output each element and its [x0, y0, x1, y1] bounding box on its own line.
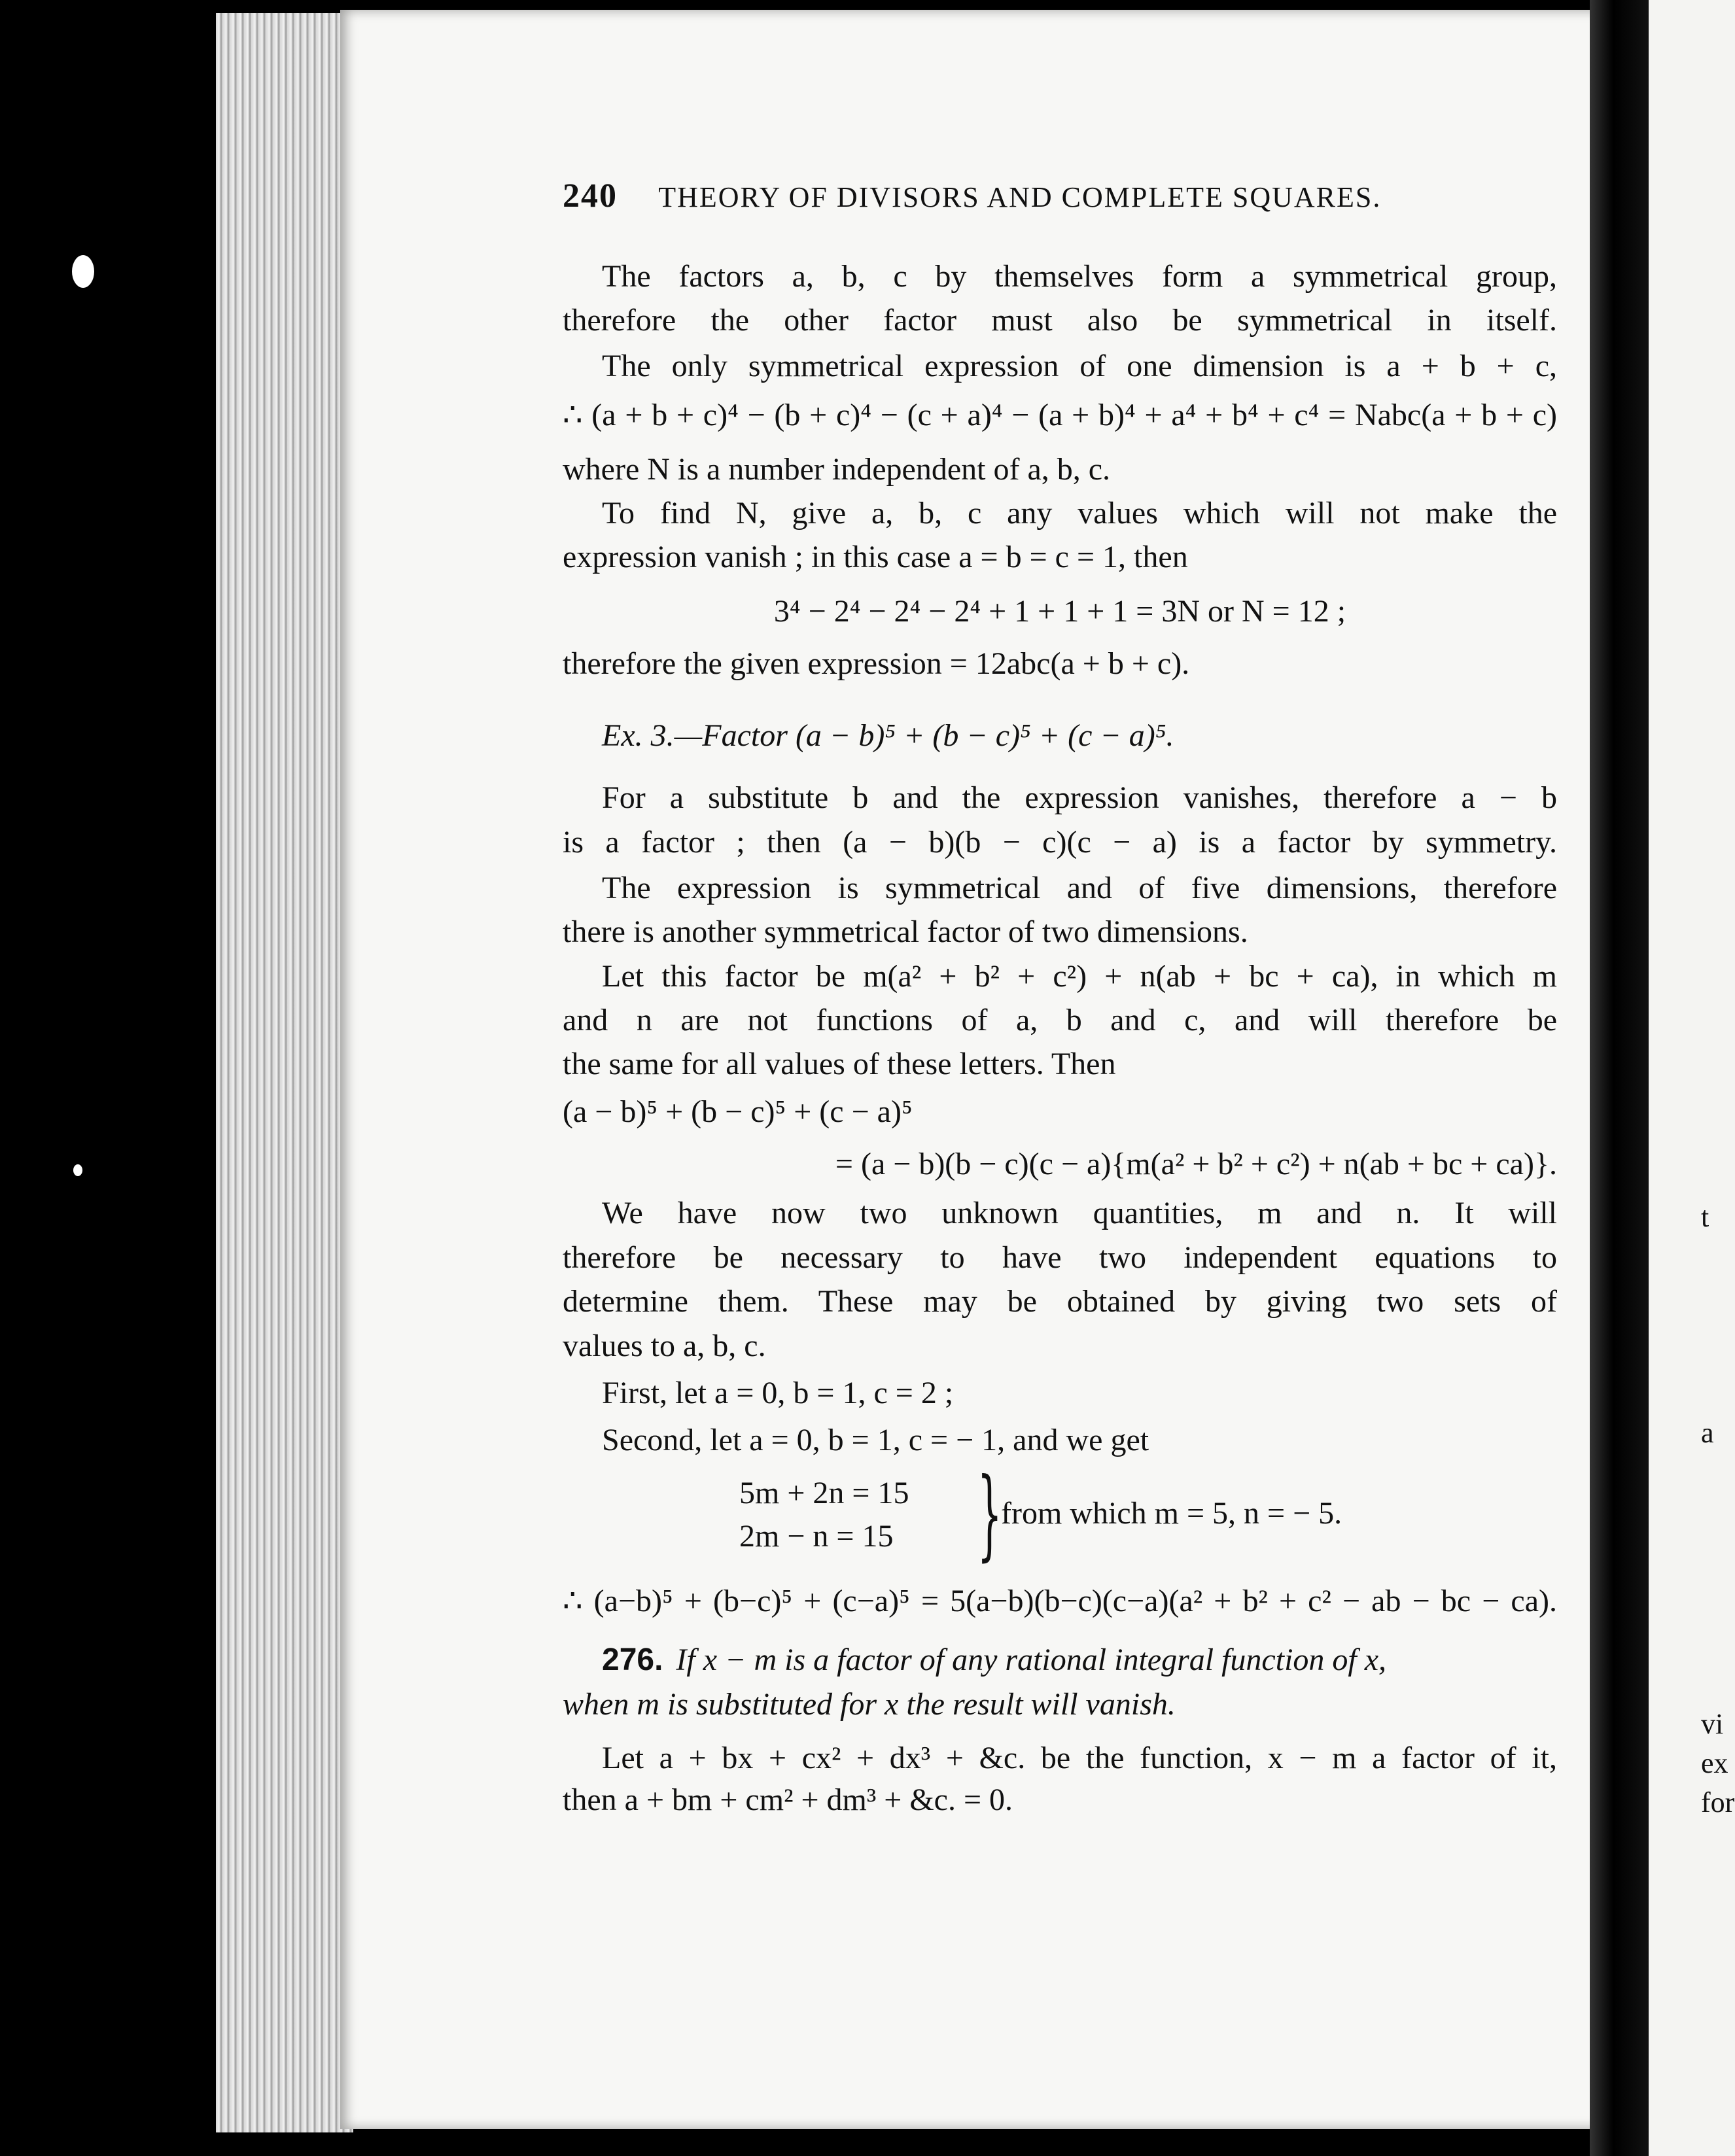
text-line: therefore the other factor must also be symmetrical in itself. [563, 303, 1557, 338]
next-page-fragment: ex [1701, 1747, 1728, 1779]
equation: 3⁴ − 2⁴ − 2⁴ − 2⁴ + 1 + 1 + 1 = 3N or N = 12 ; [773, 594, 1346, 629]
text-line: The only symmetrical expression of one dimension is a + b + c, [602, 349, 1557, 383]
text-line: therefore be necessary to have two independent equations to [563, 1240, 1557, 1275]
text-line: The factors a, b, c by themselves form a symmetrical group, [602, 259, 1557, 294]
book-gutter [1590, 0, 1649, 2156]
equation-system [739, 1457, 1459, 1571]
equation: 2m − n = 15 [739, 1519, 894, 1554]
next-page-edge [1649, 0, 1735, 2156]
next-page-fragment: vi [1701, 1708, 1724, 1740]
equation: ∴ (a−b)⁵ + (b−c)⁵ + (c−a)⁵ = 5(a−b)(b−c)(c−a)(a² + b² + c² − ab − bc − ca). [563, 1584, 1557, 1618]
example-heading: Ex. 3.—Factor (a − b)⁵ + (b − c)⁵ + (c − a)⁵. [602, 718, 1174, 753]
equation: (a − b)⁵ + (b − c)⁵ + (c − a)⁵ [563, 1094, 913, 1129]
text-line: therefore the given expression = 12abc(a + b + c). [563, 646, 1190, 681]
theorem-statement: when m is substituted for x the result will vanish. [563, 1687, 1176, 1722]
text-line: is a factor ; then (a − b)(b − c)(c − a) is a factor by symmetry. [563, 825, 1557, 860]
theorem-text: If x − m is a factor of any rational integral function of x, [676, 1643, 1387, 1677]
text-line: where N is a number independent of a, b, c. [563, 452, 1111, 487]
equation: 5m + 2n = 15 [739, 1476, 909, 1510]
text-line: First, let a = 0, b = 1, c = 2 ; [602, 1376, 954, 1410]
text-line: Second, let a = 0, b = 1, c = − 1, and we get [602, 1423, 1149, 1457]
text-line: For a substitute b and the expression vanishes, therefore a − b [602, 780, 1557, 815]
equation-pair [739, 1472, 909, 1558]
text-line: To find N, give a, b, c any values which will not make the [602, 496, 1557, 530]
text-line: Let a + bx + cx² + dx³ + &c. be the function, x − m a factor of it, [602, 1741, 1557, 1775]
running-header [563, 177, 1492, 215]
text-line: there is another symmetrical factor of two dimensions. [563, 914, 1248, 949]
theorem-statement [563, 1641, 1557, 1680]
next-page-fragment: a [1701, 1417, 1714, 1449]
next-page-fragment: t [1701, 1201, 1709, 1233]
text-line: The expression is symmetrical and of five dimensions, therefore [602, 871, 1557, 905]
section-number: 276. [602, 1643, 663, 1677]
text-line: values to a, b, c. [563, 1329, 766, 1363]
text-line: We have now two unknown quantities, m and n. It will [602, 1196, 1557, 1230]
text-line: determine them. These may be obtained by giving two sets of [563, 1284, 1557, 1319]
text-line: expression vanish ; in this case a = b = c = 1, then [563, 540, 1188, 574]
equation-result: from which m = 5, n = − 5. [1001, 1496, 1342, 1531]
equation: ∴ (a + b + c)⁴ − (b + c)⁴ − (c + a)⁴ − (a + b)⁴ + a⁴ + b⁴ + c⁴ = Nabc(a + b + c) [563, 398, 1557, 432]
right-brace-icon: } [977, 1457, 1002, 1571]
running-title: THEORY OF DIVISORS AND COMPLETE SQUARES. [658, 181, 1382, 213]
page-edges [216, 13, 353, 2132]
equation: = (a − b)(b − c)(c − a){m(a² + b² + c²) + n(ab + bc + ca)}. [835, 1147, 1557, 1181]
page-number: 240 [563, 177, 618, 215]
text-line: Let this factor be m(a² + b² + c²) + n(ab + bc + ca), in which m [602, 959, 1557, 994]
text-line: and n are not functions of a, b and c, and will therefore be [563, 1003, 1557, 1037]
next-page-fragment: for [1701, 1786, 1735, 1818]
text-line: the same for all values of these letters. Then [563, 1047, 1116, 1081]
text-line: then a + bm + cm² + dm³ + &c. = 0. [563, 1782, 1013, 1817]
